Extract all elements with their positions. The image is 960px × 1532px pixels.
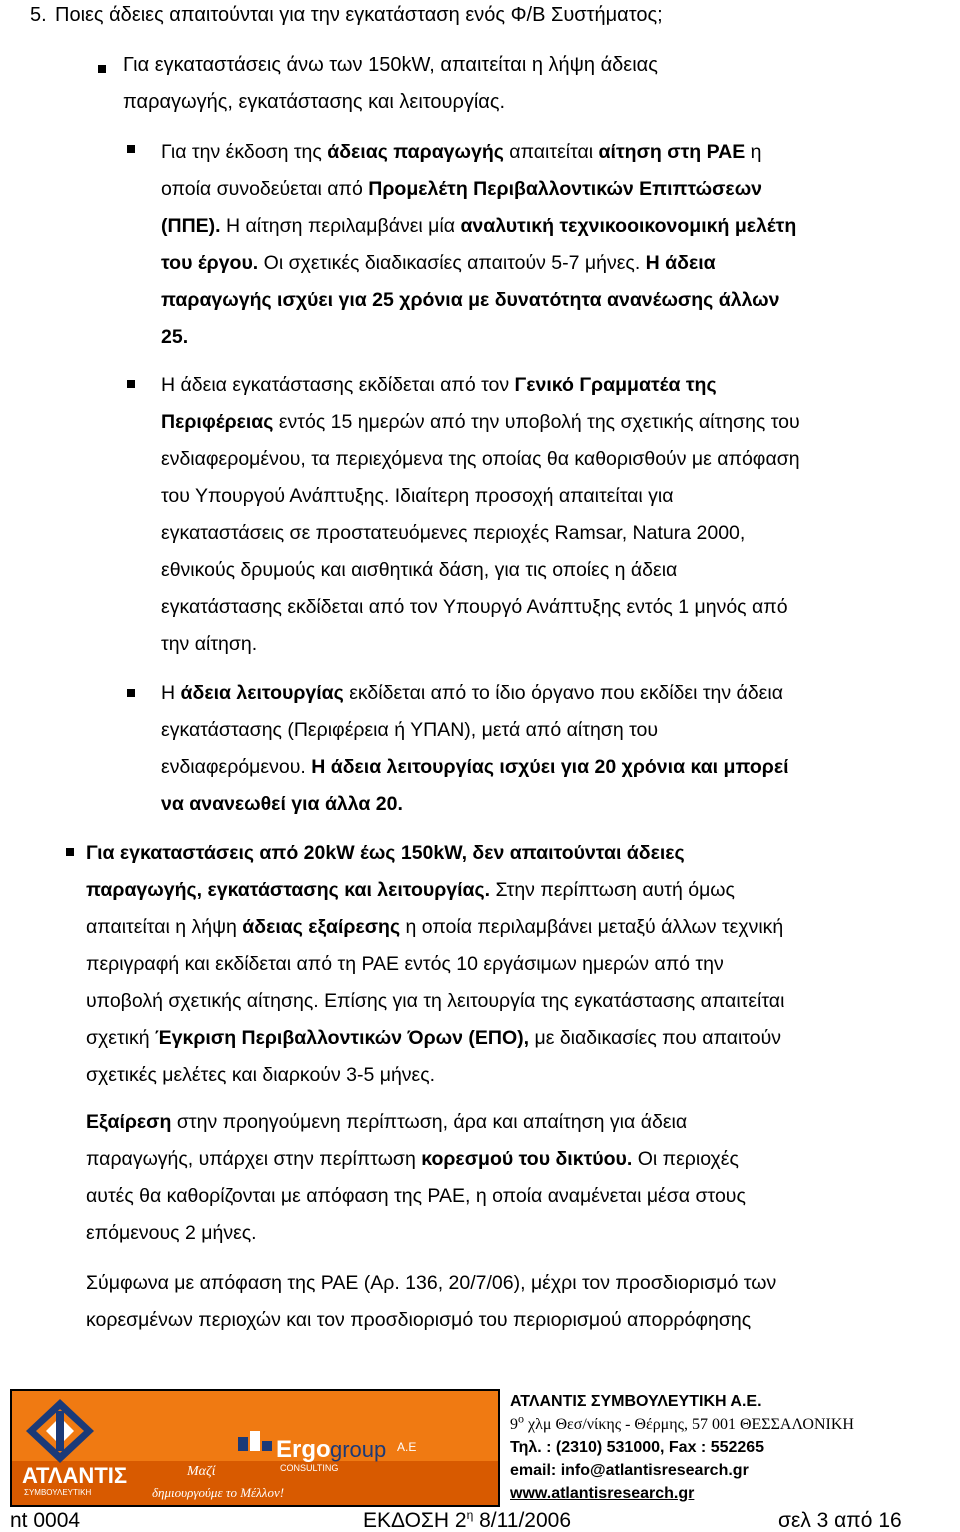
paragraph-exception: Εξαίρεση στην προηγούμενη περίπτωση, άρα και απαίτηση για άδεια παραγωγής, υπάρχει στην περίπτωση κορεσμού του δικτύου. Οι περιοχές αυτές θα καθορίζονται με απόφαση της ΡΑΕ, η οποία αναμένεται μέσα στους επόμενους 2 μήνες. <box>86 1111 746 1244</box>
bullet-1 <box>123 47 658 121</box>
logo-banner <box>10 1389 500 1507</box>
bullet-marker <box>127 689 135 697</box>
edition-info: ΕΚΔΟΣΗ $2^\eta$ 8/11/2006 <box>363 1508 571 1532</box>
company-website <box>510 1482 950 1505</box>
company-phone: Τηλ. : (2310) 531000, Fax : 552265 <box>510 1439 765 1456</box>
page-footer <box>0 1510 960 1532</box>
bullet-marker <box>66 848 74 856</box>
company-address: $9^o$ χλμ Θεσ/νίκης - Θέρμης, 57 001 ΘΕΣΣΑΛΟΝΙΚΗ <box>510 1411 854 1433</box>
logo-slogan: δημιουργούμε το Μέλλον! <box>152 1485 285 1500</box>
bullet-installation-license: Η άδεια εγκατάστασης εκδίδεται από τον Γενικό Γραμματέα της Περιφέρειας εντός 15 ημερών από την υποβολή της σχετικής αίτησης του ενδιαφερομένου, τα περιεχόμενα της οποίας θα καθορισθούν με απόφαση του Υπουργού Ανάπτυξης. Ιδιαίτερη προσοχή απαιτείται για εγκαταστάσεις σε προστατευόμενες περιοχές Ramsar, Natura 2000, εθνικούς δρυμούς και αισθητικά δάση, για τις οποίες η άδεια εγκατάστασης εκδίδεται από τον Υπουργό Ανάπτυξης εντός 1 μηνός από την αίτηση. <box>161 374 800 655</box>
bullet-small-installations: Για εγκαταστάσεις από 20kW έως 150kW, δεν απαιτούνται άδειες παραγωγής, εγκατάστασης και λειτουργίας. Στην περίπτωση αυτή όμως απαιτείται η λήψη άδειας εξαίρεσης η οποία περιλαμβάνει μεταξύ άλλων τεχνική περιγραφή και εκδίδεται από τη ΡΑΕ εντός 10 εργάσιμων ημερών από την υποβολή σχετικής αίτησης. Επίσης για τη λειτουργία της εγκατάστασης απαιτείται σχετική Έγκριση Περιβαλλοντικών Όρων (ΕΠΟ), με διαδικασίες που απαιτούν σχετικές μελέτες και διαρκούν 3-5 μήνες. <box>86 842 785 1086</box>
bullet-production-license: Για την έκδοση της άδειας παραγωγής απαιτείται αίτηση στη ΡΑΕ η οποία συνοδεύεται από Προμελέτη Περιβαλλοντικών Επιπτώσεων (ΠΠΕ). Η αίτηση περιλαμβάνει μία αναλυτική τεχνικοοικονομική μελέτη του έργου. Οι σχετικές διαδικασίες απαιτούν 5-7 μήνες. Η άδεια παραγωγής ισχύει για 25 χρόνια με δυνατότητα ανανέωσης άλλων 25. <box>161 141 797 348</box>
ergo-logo-text: Ergo <box>276 1436 331 1463</box>
logo-maz-text: Μαζί <box>187 1464 216 1479</box>
bullet-marker <box>127 145 135 153</box>
website-link[interactable]: www.atlantisresearch.gr <box>510 1485 695 1502</box>
group-logo-text: group <box>330 1437 387 1462</box>
atlantis-logo-subtext: ΣΥΜΒΟΥΛΕΥΤΙΚΗ <box>24 1488 92 1497</box>
bullet-marker <box>98 65 106 73</box>
document-code: nt 0004 <box>10 1509 81 1532</box>
company-email: email: info@atlantisresearch.gr <box>510 1462 749 1479</box>
contact-block <box>510 1390 950 1505</box>
atlantis-logo-text: ΑΤΛΑΝΤΙΣ <box>22 1463 128 1488</box>
question-text: Ποιες άδειες απαιτούνται για την εγκατάσταση ενός Φ/Β Συστήματος; <box>55 4 663 26</box>
bullet-operation-license: Η άδεια λειτουργίας εκδίδεται από το ίδιο όργανο που εκδίδει την άδεια εγκατάστασης (Περιφέρεια ή ΥΠΑΝ), μετά από αίτηση του ενδιαφερόμενου. Η άδεια λειτουργίας ισχύει για 20 χρόνια και μπορεί να ανανεωθεί για άλλα 20. <box>161 682 789 815</box>
bullet-1-line-1: Για εγκαταστάσεις άνω των 150kW, απαιτείται η λήψη άδειας <box>123 54 658 76</box>
page-number: σελ 3 από 16 <box>778 1509 902 1532</box>
bullet-marker <box>127 380 135 388</box>
company-name: ΑΤΛΑΝΤΙΣ ΣΥΜΒΟΥΛΕΥΤΙΚΗ Α.Ε. <box>510 1393 762 1410</box>
paragraph-rae-decision: Σύμφωνα με απόφαση της ΡΑΕ (Αρ. 136, 20/7/06), μέχρι τον προσδιορισμό των κορεσμένων περιοχών και τον προσδιορισμό του περιορισμού απορρόφησης <box>86 1272 777 1331</box>
question-number: 5. <box>30 4 47 26</box>
company-logos <box>12 1391 498 1505</box>
ae-logo-text: Α.Ε <box>397 1440 417 1454</box>
question-heading <box>30 2 663 28</box>
ergo-logo-subtext: CONSULTING <box>280 1463 339 1473</box>
bullet-1-line-2: παραγωγής, εγκατάστασης και λειτουργίας. <box>123 91 506 113</box>
